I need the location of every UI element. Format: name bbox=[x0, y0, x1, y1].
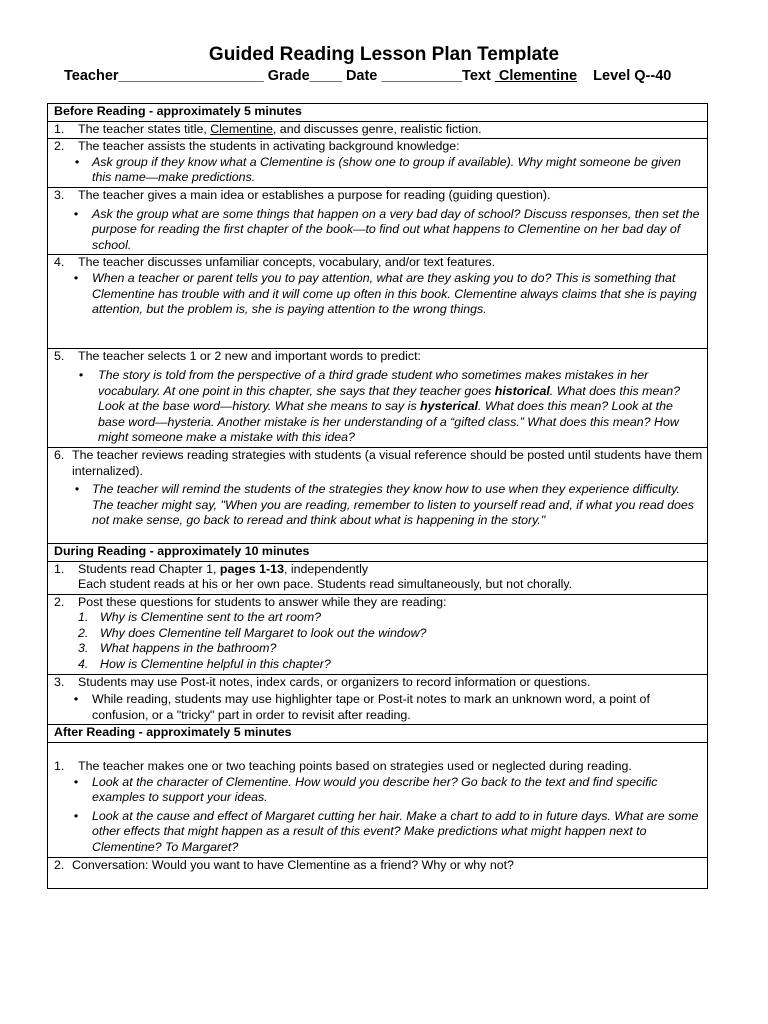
bullet-icon: • bbox=[73, 692, 79, 707]
book-title: Clementine bbox=[210, 121, 273, 136]
step-number: 2. bbox=[54, 139, 65, 154]
header-fields bbox=[64, 68, 744, 84]
date-field: Date __________ bbox=[345, 68, 463, 84]
before-step-3 bbox=[48, 187, 708, 254]
step-text: The teacher discusses unfamiliar concepts, vocabulary, and/or text features. bbox=[78, 255, 496, 270]
step-text: The teacher selects 1 or 2 new and important words to predict: bbox=[78, 349, 421, 364]
step-number: 1. bbox=[54, 759, 65, 774]
teacher-field: Teacher__________________ bbox=[64, 68, 264, 84]
after-step-2 bbox=[48, 857, 708, 888]
bullet-text: Look at the character of Clementine. How would you describe her? Go back to the text and find specific examples to support your ideas. bbox=[92, 774, 658, 805]
before-step-5 bbox=[48, 349, 708, 448]
step-number: 3. bbox=[54, 674, 65, 689]
bullet-icon: • bbox=[73, 206, 79, 221]
step-number: 6. bbox=[54, 447, 65, 462]
bullet-text: When a teacher or parent tells you to pay attention, what are they asking you to do? This is something that Clementine has trouble with and it will come up often in this book. Clementine always claims that she is paying attention, but the problem is, she is paying attention to the wrong things. bbox=[92, 270, 697, 317]
step-text: The teacher makes one or two teaching points based on strategies used or neglected during reading. bbox=[78, 759, 632, 774]
step-text: The teacher reviews reading strategies with students (a visual reference should be posted until students have them internalized). bbox=[72, 447, 703, 478]
text-value bbox=[495, 68, 577, 84]
step-number: 2. bbox=[54, 594, 65, 609]
step-text: Students may use Post-it notes, index cards, or organizers to record information or questions. bbox=[78, 674, 591, 689]
before-step-4 bbox=[48, 255, 708, 349]
bullet-text: Look at the cause and effect of Margaret cutting her hair. Make a chart to add to in future days. What are some other effects that might happen as a result of this event? Make predictions what might happen next to Clementine? To Margaret? bbox=[92, 808, 699, 854]
bullet-icon: • bbox=[73, 774, 79, 789]
step-text bbox=[78, 122, 482, 138]
bullet-icon: • bbox=[73, 270, 79, 285]
bullet-icon: • bbox=[74, 482, 80, 497]
step-text: The teacher gives a main idea or establishes a purpose for reading (guiding question). bbox=[78, 187, 551, 202]
question-number: 3. bbox=[78, 641, 89, 656]
step-text-part: , independently bbox=[283, 561, 369, 576]
bullet-text-part: The story is told from the perspective of a third grade student who sometimes makes mistakes in her vocabulary. At one point in this chapter, she says that they teacher goes bbox=[98, 367, 649, 398]
during-step-2 bbox=[48, 594, 708, 674]
question-item bbox=[54, 657, 703, 673]
after-reading-heading: After Reading - approximately 5 minutes bbox=[48, 725, 708, 743]
step-text-part: The teacher states title, bbox=[78, 121, 211, 136]
step-text: The teacher assists the students in activating background knowledge: bbox=[78, 139, 460, 154]
bullet-text bbox=[98, 368, 703, 446]
bullet-text: While reading, students may use highlighter tape or Post-it notes to mark an unknown word, a point of confusion, or a "tricky" part in order to revisit after reading. bbox=[92, 692, 650, 722]
before-step-2 bbox=[48, 139, 708, 188]
step-text bbox=[78, 562, 368, 578]
question-item bbox=[54, 641, 703, 657]
question-text: Why is Clementine sent to the art room? bbox=[100, 610, 322, 625]
text-value-title: Clementine bbox=[498, 68, 578, 84]
page-range: pages 1-13 bbox=[219, 561, 284, 576]
question-number: 1. bbox=[78, 610, 89, 625]
question-number: 4. bbox=[78, 657, 89, 672]
bullet-text: Ask group if they know what a Clementine is (show one to group if available). Why might someone be given this name—make predictions. bbox=[92, 154, 681, 185]
lesson-plan-table bbox=[47, 103, 708, 889]
page-title: Guided Reading Lesson Plan Template bbox=[208, 44, 560, 65]
bullet-icon: • bbox=[78, 367, 84, 382]
during-step-1 bbox=[48, 561, 708, 594]
text-label: Text bbox=[462, 68, 491, 84]
question-item bbox=[54, 626, 703, 642]
bullet-text: Ask the group what are some things that happen on a very bad day of school? Discuss responses, then set the purpose for reading the first chapter of the book—to find out what happens to Clementine on her bad day of school. bbox=[92, 206, 700, 252]
before-step-6 bbox=[48, 447, 708, 543]
step-number: 5. bbox=[54, 349, 65, 364]
step-text: Post these questions for students to answer while they are reading: bbox=[78, 594, 447, 609]
question-item bbox=[54, 610, 703, 626]
question-number: 2. bbox=[78, 625, 89, 640]
step-number: 3. bbox=[54, 187, 65, 202]
step-number: 2. bbox=[54, 857, 65, 872]
during-step-3 bbox=[48, 674, 708, 725]
step-text-part: Students read Chapter 1, bbox=[78, 561, 220, 576]
question-text: What happens in the bathroom? bbox=[100, 641, 277, 656]
bullet-text-part: . What does this mean? Look at the base word—hysteria. Another mistake is her understanding of a “gifted class.” What does this mean? How might someone make a mistake with this idea? bbox=[98, 399, 679, 445]
step-text: Conversation: Would you want to have Clementine as a friend? Why or why not? bbox=[72, 857, 514, 872]
before-reading-heading: Before Reading - approximately 5 minutes bbox=[48, 104, 708, 122]
vocab-word: historical bbox=[494, 383, 550, 398]
vocab-word: hysterical bbox=[420, 399, 478, 414]
bullet-icon: • bbox=[74, 154, 80, 169]
bullet-text-part: . What does this mean? Look at the base word—history. What she means to say is bbox=[98, 383, 681, 414]
after-step-1 bbox=[48, 743, 708, 858]
during-reading-heading: During Reading - approximately 10 minutes bbox=[48, 543, 708, 561]
level-field: Level Q--40 bbox=[593, 68, 672, 84]
step-number: 1. bbox=[54, 561, 65, 576]
question-text: Why does Clementine tell Margaret to look out the window? bbox=[100, 625, 427, 640]
step-text-line-2: Each student reads at his or her own pace. Students read simultaneously, but not chorally. bbox=[78, 577, 573, 592]
question-text: How is Clementine helpful in this chapter? bbox=[100, 657, 331, 672]
step-text-part: , and discusses genre, realistic fiction. bbox=[272, 121, 482, 136]
grade-field: Grade____ bbox=[267, 68, 342, 84]
bullet-icon: • bbox=[73, 808, 79, 823]
before-step-1 bbox=[48, 121, 708, 139]
step-number: 1. bbox=[54, 121, 65, 136]
step-number: 4. bbox=[54, 255, 65, 270]
bullet-text: The teacher will remind the students of the strategies they know how to use when they experience difficulty. The teacher might say, "When you are reading, remember to listen to yourself read and, if what you read does not make sense, go back to reread and think about what is happening in the story." bbox=[92, 482, 694, 528]
